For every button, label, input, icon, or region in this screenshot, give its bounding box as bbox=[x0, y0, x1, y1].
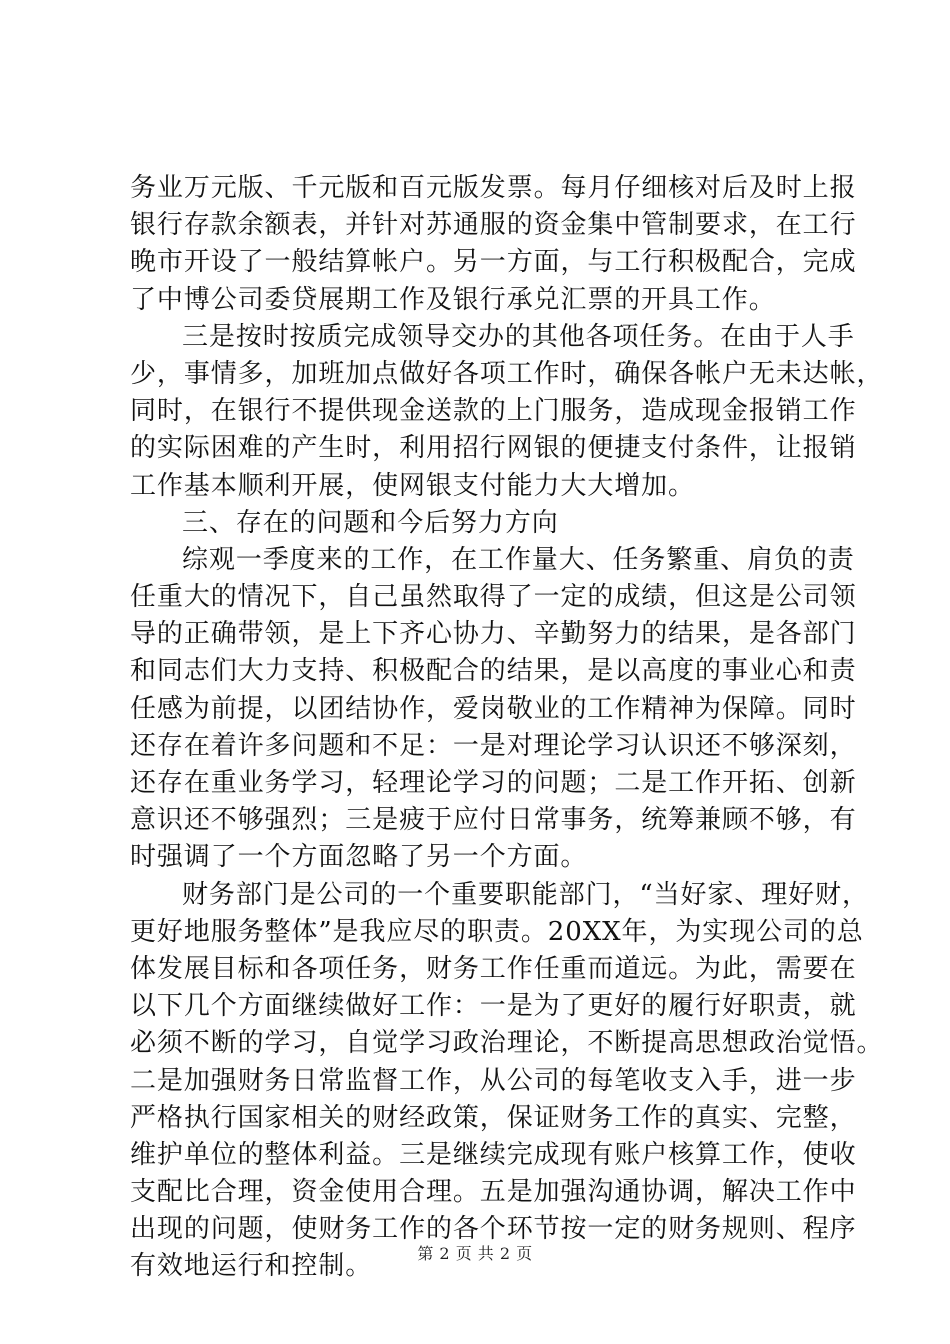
text-line: 必 须 不 断 的 学 习 ， 自 觉 学 习 政 治 理 论 ， 不 断 提 高 思 想 政 治 觉 悟 。 bbox=[130, 1028, 884, 1059]
text-line: 有效地运行和控制。 bbox=[130, 1251, 373, 1282]
text-line: 二 是 加 强 财 务 日 常 监 督 工 作 ， 从 公 司 的 每 笔 收 支 入 手 ， 进 一 步 bbox=[130, 1065, 857, 1096]
text-line: 还 存 在 重 业 务 学 习 ， 轻 理 论 学 习 的 问 题 ； 二 是 工 作 开 拓 、 创 新 bbox=[130, 768, 857, 798]
text-line: 工作基本顺利开展，使网银支付能力大大增加。 bbox=[130, 470, 695, 501]
page-footer: 第 2 页 共 2 页 bbox=[417, 1244, 533, 1263]
text-line: 意 识 还 不 够 强 烈 ； 三 是 疲 于 应 付 日 常 事 务 ， 统 筹 兼 顾 不 够 ， 有 bbox=[130, 805, 857, 836]
text-line: 任 重 大 的 情 况 下 ， 自 己 虽 然 取 得 了 一 定 的 成 绩 ， 但 这 是 公 司 领 bbox=[130, 582, 857, 613]
text-line: 出 现 的 问 题 ， 使 财 务 工 作 的 各 个 环 节 按 一 定 的 财 务 规 则 、 程 序 bbox=[130, 1214, 857, 1245]
text-line: 银 行 存 款 余 额 表 ， 并 针 对 苏 通 服 的 资 金 集 中 管 制 要 求 ， 在 工 行 bbox=[130, 210, 857, 241]
text-line: 时强调了一个方面忽略了另一个方面。 bbox=[130, 842, 588, 873]
text-line: 的 实 际 困 难 的 产 生 时 ， 利 用 招 行 网 银 的 便 捷 支 付 条 件 ， 让 报 销 bbox=[130, 433, 857, 464]
text-line: 体 发 展 目 标 和 各 项 任 务 ， 财 务 工 作 任 重 而 道 远 。 为 此 ， 需 要 在 bbox=[130, 953, 857, 984]
text-line: 以 下 几 个 方 面 继 续 做 好 工 作 ： 一 是 为 了 更 好 的 履 行 好 职 责 ， 就 bbox=[130, 991, 857, 1022]
document-body bbox=[130, 170, 884, 1286]
text-line: 更 好 地 服 务 整 体 ” 是 我 应 尽 的 职 责 。 2 0 X X 年 ， 为 实 现 公 司 的 总 bbox=[130, 916, 864, 947]
text-line: 和 同 志 们 大 力 支 持 、 积 极 配 合 的 结 果 ， 是 以 高 度 的 事 业 心 和 责 bbox=[130, 656, 857, 687]
text-line: 三、存在的问题和今后努力方向 bbox=[182, 507, 559, 538]
text-line: 还 存 在 着 许 多 问 题 和 不 足 ： 一 是 对 理 论 学 习 认 识 还 不 够 深 刻 ， bbox=[130, 730, 857, 761]
text-line: 导 的 正 确 带 领 ， 是 上 下 齐 心 协 力 、 辛 勤 努 力 的 结 果 ， 是 各 部 门 bbox=[130, 619, 857, 650]
text-line: 务 业 万 元 版 、 千 元 版 和 百 元 版 发 票 。 每 月 仔 细 核 对 后 及 时 上 报 bbox=[130, 173, 857, 203]
text-line: 综 观 一 季 度 来 的 工 作 ， 在 工 作 量 大 、 任 务 繁 重 、 肩 负 的 责 bbox=[182, 544, 855, 575]
text-line: 任 感 为 前 提 ， 以 团 结 协 作 ， 爱 岗 敬 业 的 工 作 精 神 为 保 障 。 同 时 bbox=[130, 693, 857, 724]
text-line: 三 是 按 时 按 质 完 成 领 导 交 办 的 其 他 各 项 任 务 。 在 由 于 人 手 bbox=[182, 321, 855, 352]
text-line: 了中博公司委贷展期工作及银行承兑汇票的开具工作。 bbox=[130, 284, 776, 315]
text-line: 严 格 执 行 国 家 相 关 的 财 经 政 策 ， 保 证 财 务 工 作 的 真 实 、 完 整 ， bbox=[130, 1102, 857, 1133]
text-line: 财 务 部 门 是 公 司 的 一 个 重 要 职 能 部 门 ， “ 当 好 家 、 理 好 财 ， bbox=[182, 879, 869, 910]
text-line: 少 ， 事 情 多 ， 加 班 加 点 做 好 各 项 工 作 时 ， 确 保 各 帐 户 无 未 达 帐 ， bbox=[130, 358, 884, 389]
text-line: 支 配 比 合 理 ， 资 金 使 用 合 理 。 五 是 加 强 沟 通 协 调 ， 解 决 工 作 中 bbox=[130, 1177, 857, 1208]
text-line: 同 时 ， 在 银 行 不 提 供 现 金 送 款 的 上 门 服 务 ， 造 成 现 金 报 销 工 作 bbox=[130, 396, 857, 427]
text-line: 维 护 单 位 的 整 体 利 益 。 三 是 继 续 完 成 现 有 账 户 核 算 工 作 ， 使 收 bbox=[130, 1139, 857, 1170]
text-line: 晚 市 开 设 了 一 般 结 算 帐 户 。 另 一 方 面 ， 与 工 行 积 极 配 合 ， 完 成 bbox=[130, 247, 857, 278]
